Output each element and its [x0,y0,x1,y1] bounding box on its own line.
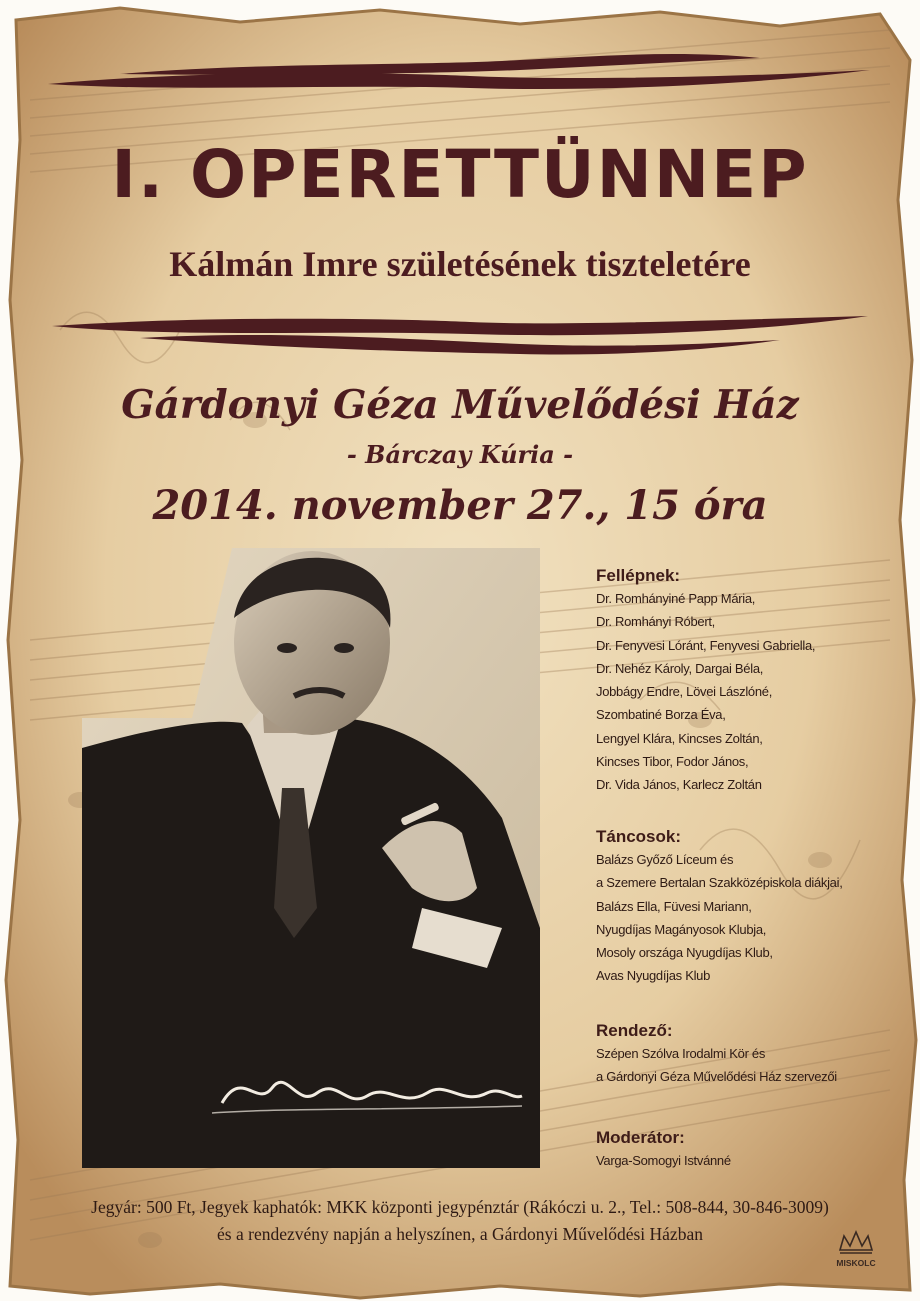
list-item: Dr. Fenyvesi Lóránt, Fenyvesi Gabriella, [596,637,816,653]
list-item: Balázs Győző Líceum és [596,852,734,867]
list-item: a Gárdonyi Géza Művelődési Ház szervezői [596,1069,837,1085]
event-title: I. OPERETTÜNNEP [111,136,809,213]
list-item: Varga-Somogyi Istvánné [596,1153,731,1168]
section-moderator [596,1127,896,1172]
list-item: Avas Nyugdíjas Klub [596,968,711,984]
list-item: Szépen Szólva Irodalmi Kör és [596,1046,766,1061]
list-item: Kincses Tibor, Fodor János, [596,754,749,770]
section-heading: Táncosok: [596,827,682,846]
ticket-info: Jegyár: 500 Ft, Jegyek kaphatók: MKK központi jegypénztár (Rákóczi u. 2., Tel.: 508-844, 30-846-3009) [91,1197,829,1217]
list-item: Dr. Romhányi Róbert, [596,614,715,630]
event-subtitle: Kálmán Imre születésének tiszteletére [169,244,751,284]
crown-icon [840,1232,872,1253]
list-item: Dr. Vida János, Karlecz Zoltán [596,777,762,793]
event-date: 2014. november 27., 15 óra [152,482,768,529]
ticket-info-location: és a rendezvény napján a helyszínen, a Gárdonyi Művelődési Házban [217,1224,703,1244]
section-heading: Rendező: [596,1021,673,1040]
section-organizer [596,1020,896,1089]
logo-text: MISKOLC [836,1258,876,1268]
miskolc-logo [826,1228,886,1272]
list-item: Szombatiné Borza Éva, [596,707,726,723]
section-dancers [596,826,896,988]
list-item: Jobbágy Endre, Lövei Lászlóné, [596,684,773,700]
section-heading: Moderátor: [596,1128,685,1147]
list-item: Dr. Romhányiné Papp Mária, [596,591,756,606]
list-item: Nyugdíjas Magányosok Klubja, [596,921,767,937]
list-item: a Szemere Bertalan Szakközépiskola diákjai, [596,875,843,891]
list-item: Balázs Ella, Füvesi Mariann, [596,898,752,914]
venue-subtitle: - Bárczay Kúria - [346,440,574,469]
list-item: Lengyel Klára, Kincses Zoltán, [596,730,763,746]
list-item: Mosoly országa Nyugdíjas Klub, [596,945,773,961]
list-item: Dr. Nehéz Károly, Dargai Béla, [596,660,764,676]
portrait-photo [82,548,540,1168]
section-performers [596,565,896,797]
venue-name: Gárdonyi Géza Művelődési Ház [121,382,799,428]
section-heading: Fellépnek: [596,566,681,585]
